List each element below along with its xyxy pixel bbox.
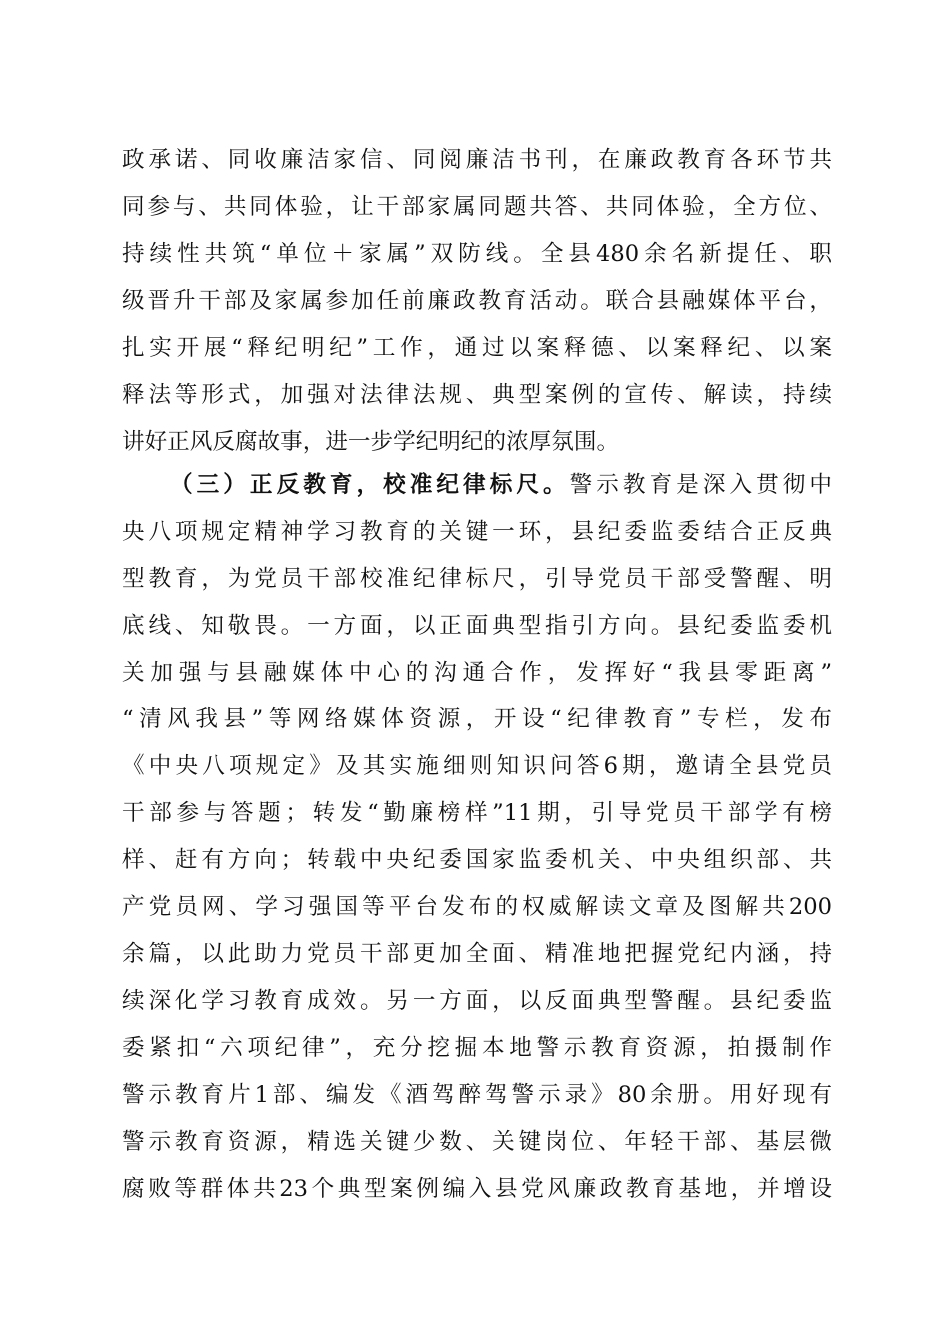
paragraph-1-line-1: 政承诺、同收廉洁家信、同阅廉洁书刊，在廉政教育各环节共 (122, 147, 832, 173)
paragraph-2-line-10: 产党员网、学习强国等平台发布的权威解读文章及图解共200 (122, 894, 832, 920)
paragraph-2-line-9: 样、赶有方向；转载中央纪委国家监委机关、中央组织部、共 (122, 847, 832, 873)
paragraph-2-line-13: 委紧扣“六项纪律”，充分挖掘本地警示教育资源，拍摄制作 (122, 1035, 832, 1061)
paragraph-1-line-5: 扎实开展“释纪明纪”工作，通过以案释德、以案释纪、以案 (122, 335, 832, 361)
paragraph-2-line-6: “清风我县”等网络媒体资源，开设“纪律教育”专栏，发布 (122, 706, 832, 732)
paragraph-1-line-2: 同参与、共同体验，让干部家属同题共答、共同体验，全方位、 (122, 194, 832, 220)
paragraph-2-line-5: 关加强与县融媒体中心的沟通合作，发挥好“我县零距离” (122, 660, 832, 686)
paragraph-1-line-6: 释法等形式，加强对法律法规、典型案例的宣传、解读，持续 (122, 382, 832, 408)
paragraph-2-line-16: 腐败等群体共23个典型案例编入县党风廉政教育基地，并增设 (122, 1176, 832, 1202)
paragraph-2-line-2: 央八项规定精神学习教育的关键一环，县纪委监委结合正反典 (122, 519, 832, 545)
paragraph-2-line-1 (170, 465, 832, 505)
paragraph-1-line-7: 讲好正风反腐故事，进一步学纪明纪的浓厚氛围。 (122, 429, 620, 455)
paragraph-1-line-4: 级晋升干部及家属参加任前廉政教育活动。联合县融媒体平台， (122, 288, 832, 314)
paragraph-2-line-12: 续深化学习教育成效。另一方面，以反面典型警醒。县纪委监 (122, 988, 832, 1014)
paragraph-2-line-15: 警示教育资源，精选关键少数、关键岗位、年轻干部、基层微 (122, 1129, 832, 1155)
section-heading: （三）正反教育，校准纪律标尺。 (170, 472, 570, 498)
paragraph-2-line-11: 余篇，以此助力党员干部更加全面、精准地把握党纪内涵，持 (122, 941, 832, 967)
paragraph-2-line-14: 警示教育片1部、编发《酒驾醉驾警示录》80余册。用好现有 (122, 1082, 832, 1108)
paragraph-2-line-1-text: 警示教育是深入贯彻中 (569, 472, 833, 498)
paragraph-1-line-3: 持续性共筑“单位＋家属”双防线。全县480余名新提任、职 (122, 241, 832, 267)
paragraph-2-line-7: 《中央八项规定》及其实施细则知识问答6期，邀请全县党员 (122, 753, 832, 779)
paragraph-2-line-3: 型教育，为党员干部校准纪律标尺，引导党员干部受警醒、明 (122, 566, 832, 592)
paragraph-2-line-4: 底线、知敬畏。一方面，以正面典型指引方向。县纪委监委机 (122, 613, 832, 639)
paragraph-2-line-8: 干部参与答题；转发“勤廉榜样”11期，引导党员干部学有榜 (122, 800, 832, 826)
